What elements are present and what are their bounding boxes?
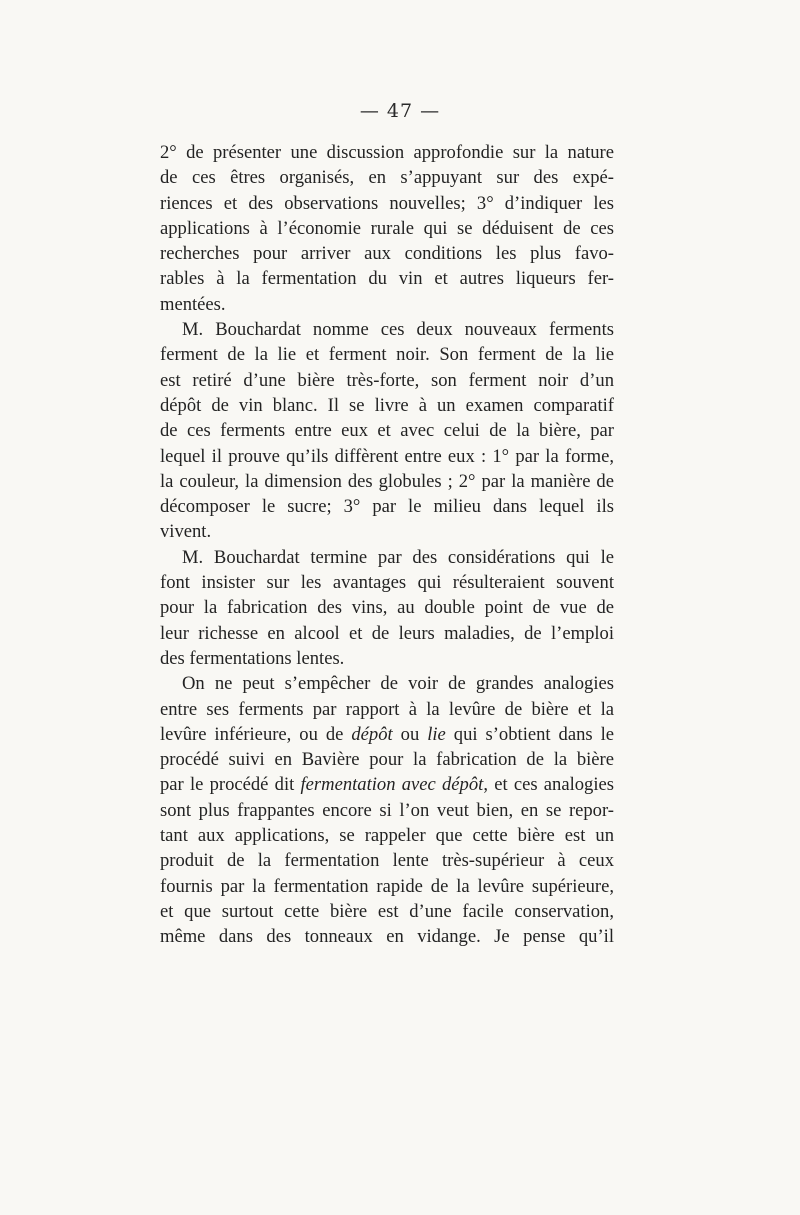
italic-term: fermentation avec dépôt: [300, 774, 484, 796]
text-line: la couleur, la dimension des globules ; 2° par la manière de: [160, 470, 614, 492]
text-line: 2° de présenter une discussion approfondie sur la nature: [160, 142, 614, 163]
text-line: M. Bouchardat nomme ces deux nouveaux ferments: [182, 319, 614, 341]
paragraph: [160, 140, 614, 317]
text-line: est retiré d’une bière très-forte, son ferment noir d’un: [160, 369, 614, 391]
paragraph: [160, 671, 614, 949]
text-line: même dans des tonneaux en vidange. Je pense qu’il: [160, 926, 614, 948]
text-line: recherches pour arriver aux conditions les plus favo-: [160, 243, 614, 265]
text-line: sont plus frappantes encore si l’on veut bien, en se repor-: [160, 799, 614, 821]
text-line: produit de la fermentation lente très-supérieur à ceux: [160, 850, 614, 872]
text-line: de ces ferments entre eux et avec celui de la bière, par: [160, 420, 614, 442]
italic-term: lie: [427, 723, 446, 745]
paragraph: [160, 545, 614, 671]
text-line: leur richesse en alcool et de leurs maladies, de l’emploi: [160, 622, 614, 644]
text-line: entre ses ferments par rapport à la levûre de bière et la: [160, 698, 614, 720]
text-fragment: levûre inférieure, ou de: [160, 723, 352, 745]
text-line: pour la fabrication des vins, au double point de vue de: [160, 597, 614, 619]
text-line: M. Bouchardat termine par des considérations qui le: [182, 546, 614, 568]
italic-term: dépôt: [351, 723, 393, 745]
text-line: On ne peut s’empêcher de voir de grandes analogies: [182, 673, 614, 695]
text-fragment: , et ces analogies: [483, 774, 614, 796]
text-line: [160, 772, 614, 797]
text-line: et que surtout cette bière est d’une facile conservation,: [160, 900, 614, 922]
text-line: font insister sur les avantages qui résulteraient souvent: [160, 572, 614, 594]
text-line: mentées.: [160, 293, 226, 315]
text-line: dépôt de vin blanc. Il se livre à un examen comparatif: [160, 394, 614, 416]
paragraph: [160, 317, 614, 545]
text-line: applications à l’économie rurale qui se déduisent de ces: [160, 217, 614, 239]
text-line: vivent.: [160, 521, 212, 543]
text-line: des fermentations lentes.: [160, 647, 345, 669]
text-fragment: par le procédé dit: [160, 774, 301, 796]
body-text: [160, 140, 614, 950]
page-number: — 47 —: [359, 100, 441, 122]
text-line: [160, 722, 614, 747]
text-line: tant aux applications, se rappeler que cette bière est un: [160, 825, 614, 847]
text-line: ferment de la lie et ferment noir. Son ferment de la lie: [160, 344, 614, 366]
text-fragment: ou: [392, 723, 428, 745]
text-line: rables à la fermentation du vin et autres liqueurs fer-: [160, 268, 614, 290]
text-line: riences et des observations nouvelles; 3° d’indiquer les: [160, 192, 614, 214]
text-line: de ces êtres organisés, en s’appuyant sur des expé-: [160, 167, 614, 189]
text-line: décomposer le sucre; 3° par le milieu dans lequel ils: [160, 496, 614, 518]
text-line: lequel il prouve qu’ils diffèrent entre eux : 1° par la forme,: [160, 445, 614, 467]
text-line: procédé suivi en Bavière pour la fabrication de la bière: [160, 749, 614, 771]
text-fragment: qui s’obtient dans le: [445, 723, 614, 745]
text-line: fournis par la fermentation rapide de la levûre supérieure,: [160, 875, 614, 897]
